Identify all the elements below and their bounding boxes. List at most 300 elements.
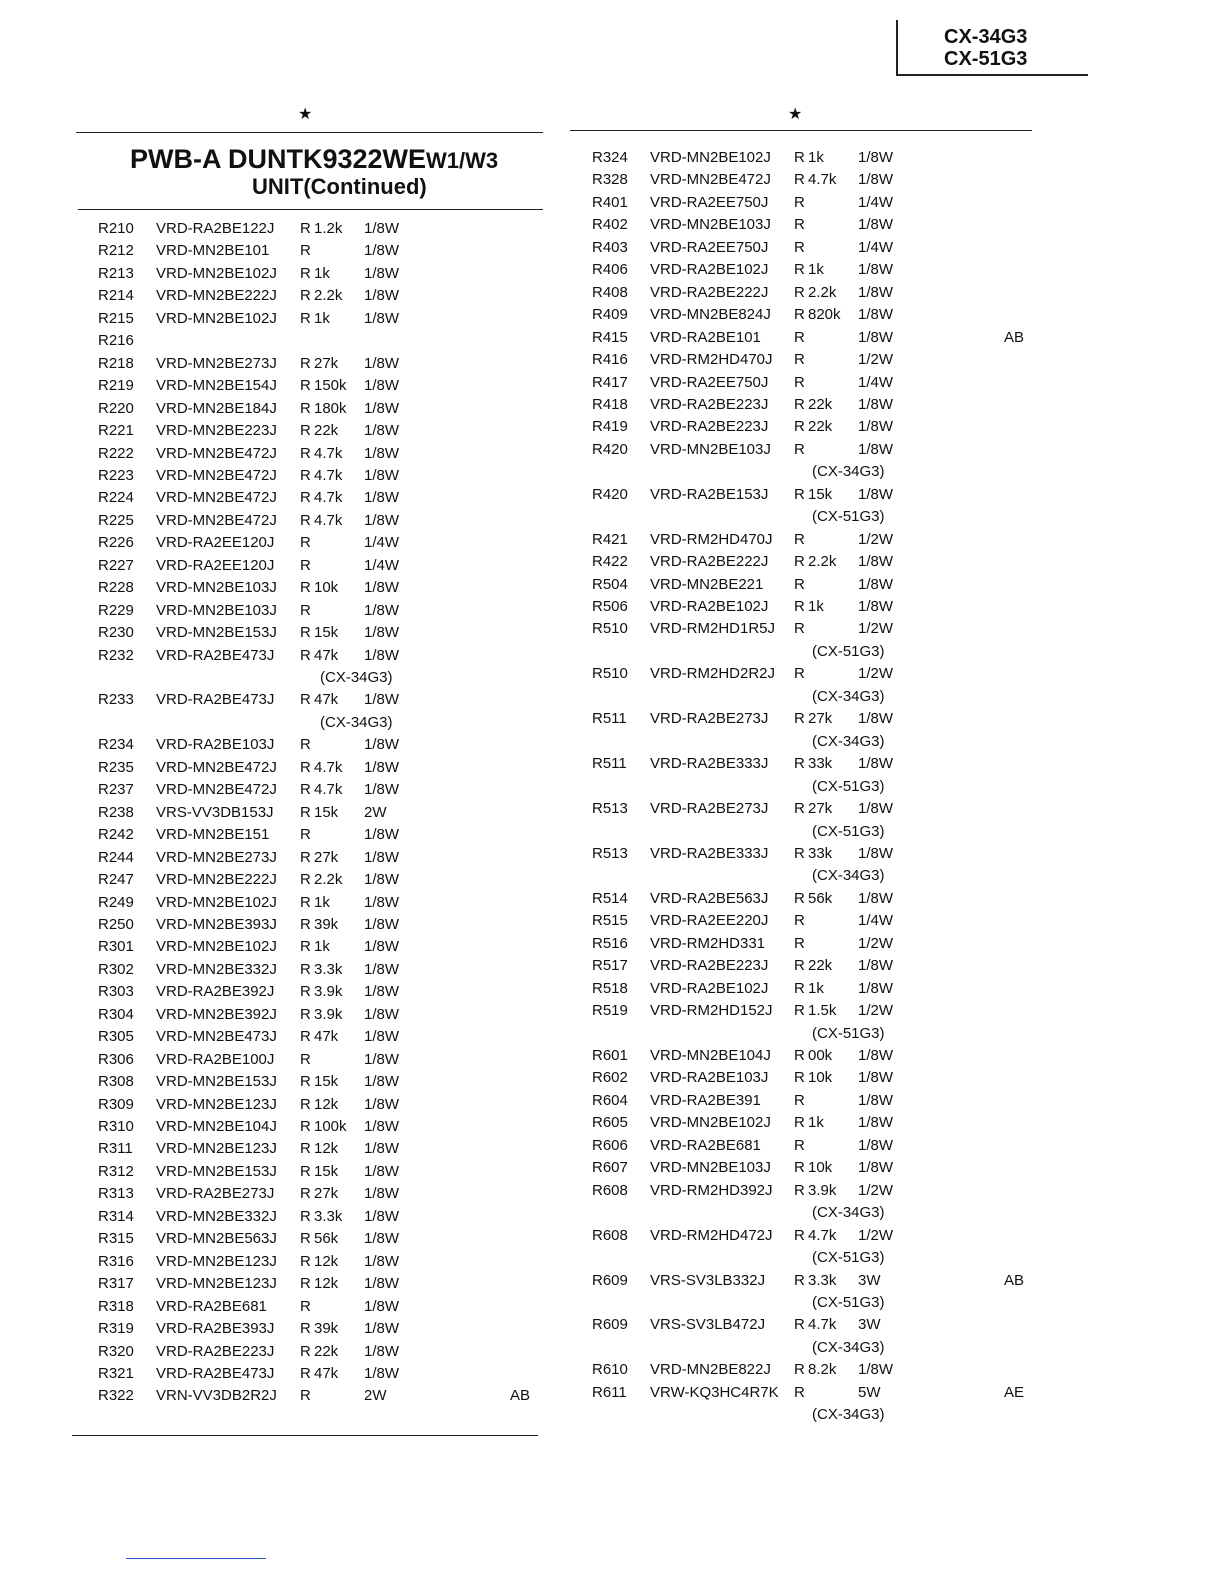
part-ref: R310 xyxy=(98,1118,134,1135)
part-value: 15k xyxy=(808,485,833,503)
part-number: VRD-MN2BE102J xyxy=(650,149,771,166)
part-ref: R249 xyxy=(98,893,134,911)
part-number: VRD-MN2BE184J xyxy=(156,399,277,417)
part-wattage: 1/8W xyxy=(364,871,400,889)
header-divider-horizontal xyxy=(896,74,1088,76)
header-divider-vertical xyxy=(896,20,898,76)
part-wattage: 1/8W xyxy=(858,800,894,818)
part-number: VRD-MN2BE273J xyxy=(156,848,277,866)
part-number: VRD-MN2BE472J xyxy=(156,466,277,484)
part-type: R xyxy=(300,736,311,754)
part-wattage: 1/4W xyxy=(858,193,894,211)
part-number: VRD-RA2BE100J xyxy=(156,1050,275,1068)
part-wattage: 1/8W xyxy=(364,489,400,507)
part-value: 1k xyxy=(808,979,824,997)
part-ref: R504 xyxy=(592,575,628,593)
part-ref: R608 xyxy=(592,1226,628,1244)
part-number: VRD-MN2BE563J xyxy=(156,1230,277,1248)
part-type: R xyxy=(300,624,311,642)
part-ref: R318 xyxy=(98,1297,134,1315)
part-ref: R604 xyxy=(592,1091,628,1109)
part-wattage: 1/8W xyxy=(364,601,400,619)
part-number: VRD-RA2BE333J xyxy=(650,755,769,773)
part-ref: R304 xyxy=(98,1005,134,1023)
model-note: (CX-34G3) xyxy=(812,732,885,750)
part-number: VRD-MN2BE103J xyxy=(650,1159,771,1177)
part-number: VRD-RA2EE750J xyxy=(650,238,769,256)
part-type: R xyxy=(794,1181,805,1199)
part-number: VRD-RA2BE392J xyxy=(156,983,275,1001)
part-type: R xyxy=(300,466,311,484)
part-ref: R230 xyxy=(98,624,134,642)
part-number: VRD-RM2HD2R2J xyxy=(650,665,776,683)
part-type: R xyxy=(300,1005,311,1023)
part-number: VRD-RA2BE273J xyxy=(650,800,769,818)
part-ref: R402 xyxy=(592,216,628,234)
part-number: VRD-MN2BE154J xyxy=(156,377,277,395)
part-type: R xyxy=(300,1185,311,1203)
part-wattage: 1/8W xyxy=(858,216,894,234)
part-ref: R226 xyxy=(98,534,134,552)
part-ref: R420 xyxy=(592,440,628,458)
part-ref: R510 xyxy=(592,620,628,638)
part-wattage: 1/8W xyxy=(364,444,400,462)
part-value: 00k xyxy=(808,1047,833,1064)
part-number: VRD-RA2BE103J xyxy=(650,1069,769,1087)
part-wattage: 1/8W xyxy=(858,485,894,503)
part-number: VRD-RA2BE223J xyxy=(650,395,769,413)
part-number: VRD-MN2BE273J xyxy=(156,354,277,372)
part-number: VRD-MN2BE102J xyxy=(156,264,277,282)
part-ref: R237 xyxy=(98,781,134,799)
part-wattage: 1/4W xyxy=(364,534,400,552)
part-type: R xyxy=(300,242,311,260)
part-value: 22k xyxy=(314,422,339,440)
part-type: R xyxy=(300,601,311,619)
part-type: R xyxy=(300,1320,311,1338)
part-number: VRD-MN2BE102J xyxy=(156,938,277,956)
part-ref: R517 xyxy=(592,957,628,975)
part-type: R xyxy=(300,1073,311,1091)
part-type: R xyxy=(794,530,805,548)
part-type: R xyxy=(794,328,805,346)
part-type: R xyxy=(794,261,805,279)
part-wattage: 1/8W xyxy=(364,220,400,237)
part-wattage: 1/8W xyxy=(364,781,400,799)
part-type: R xyxy=(794,1271,805,1289)
part-wattage: 1/8W xyxy=(364,1005,400,1023)
part-ref: R247 xyxy=(98,871,134,889)
part-value: 8.2k xyxy=(808,1361,837,1379)
part-number: VRD-RA2EE120J xyxy=(156,556,275,574)
part-type: R xyxy=(300,354,311,372)
part-wattage: 1/8W xyxy=(858,598,894,615)
part-type: R xyxy=(794,373,805,391)
part-number: VRD-MN2BE822J xyxy=(650,1361,771,1379)
part-value: 820k xyxy=(808,306,841,324)
part-wattage: 1/8W xyxy=(364,848,400,866)
part-number: VRD-MN2BE472J xyxy=(650,171,771,189)
part-value: 4.7k xyxy=(314,511,343,529)
part-number: VRD-MN2BE103J xyxy=(156,601,277,619)
part-wattage: 1/8W xyxy=(858,149,894,166)
part-wattage: 1/8W xyxy=(364,1140,400,1158)
part-type: R xyxy=(300,1297,311,1315)
model-note: (CX-34G3) xyxy=(812,463,885,481)
part-wattage: 1/8W xyxy=(858,328,894,346)
part-ref: R403 xyxy=(592,238,628,256)
part-ref: R301 xyxy=(98,938,134,956)
part-type: R xyxy=(794,553,805,571)
part-wattage: 1/8W xyxy=(858,957,894,975)
part-wattage: 1/8W xyxy=(364,309,400,327)
part-wattage: 1/8W xyxy=(364,826,400,844)
part-type: R xyxy=(794,598,805,615)
part-ref: R314 xyxy=(98,1207,134,1225)
model-note: (CX-51G3) xyxy=(812,642,885,660)
part-number: VRD-MN2BE824J xyxy=(650,306,771,324)
part-type: R xyxy=(300,871,311,889)
part-type: R xyxy=(794,934,805,952)
part-value: 1k xyxy=(808,149,824,166)
part-number: VRD-MN2BE332J xyxy=(156,960,277,978)
model-number-1: CX-34G3 xyxy=(944,26,1028,48)
part-ref: R210 xyxy=(98,220,134,237)
part-wattage: 1/8W xyxy=(364,1297,400,1315)
part-number: VRD-RA2BE473J xyxy=(156,691,275,709)
part-ref: R514 xyxy=(592,889,628,907)
part-wattage: 1/2W xyxy=(858,620,894,638)
part-ref: R218 xyxy=(98,354,134,372)
part-ref: R417 xyxy=(592,373,628,391)
part-value: 100k xyxy=(314,1118,347,1135)
part-wattage: 2W xyxy=(364,803,387,821)
rule-left-top xyxy=(76,132,543,133)
part-number: VRD-RA2BE223J xyxy=(650,957,769,975)
part-wattage: 1/8W xyxy=(364,960,400,978)
part-wattage: 1/8W xyxy=(364,1028,400,1046)
part-ref: R225 xyxy=(98,511,134,529)
part-wattage: 1/8W xyxy=(364,1050,400,1068)
part-value: 27k xyxy=(808,710,833,728)
part-value: 180k xyxy=(314,399,347,417)
model-numbers xyxy=(944,26,1027,70)
part-ref: R519 xyxy=(592,1002,628,1020)
part-type: R xyxy=(300,848,311,866)
part-value: 4.7k xyxy=(808,1316,837,1334)
part-ref: R222 xyxy=(98,444,134,462)
part-wattage: 1/8W xyxy=(364,466,400,484)
part-number: VRD-RA2EE750J xyxy=(650,373,769,391)
part-wattage: 1/8W xyxy=(364,893,400,911)
part-wattage: 1/8W xyxy=(858,395,894,413)
part-value: 4.7k xyxy=(808,171,837,189)
part-type: R xyxy=(794,1114,805,1132)
part-value: 39k xyxy=(314,1320,339,1338)
part-number: VRD-MN2BE472J xyxy=(156,781,277,799)
part-ref: R513 xyxy=(592,844,628,862)
model-note: (CX-51G3) xyxy=(812,1249,885,1267)
part-wattage: 1/8W xyxy=(858,553,894,571)
part-number: VRD-RM2HD470J xyxy=(650,351,773,369)
part-ref: R406 xyxy=(592,261,628,279)
part-wattage: 1/8W xyxy=(858,306,894,324)
part-wattage: 1/2W xyxy=(858,1226,894,1244)
part-ref: R228 xyxy=(98,579,134,597)
part-ref: R611 xyxy=(592,1383,627,1401)
part-value: 2.2k xyxy=(808,283,837,301)
part-number: VRD-RM2HD472J xyxy=(650,1226,773,1244)
part-value: 27k xyxy=(314,354,339,372)
part-value: 3.9k xyxy=(808,1181,837,1199)
part-type: R xyxy=(300,1140,311,1158)
part-type: R xyxy=(794,912,805,930)
part-type: R xyxy=(300,377,311,395)
part-wattage: 1/8W xyxy=(364,1185,400,1203)
part-ref: R313 xyxy=(98,1185,134,1203)
part-type: R xyxy=(300,1230,311,1248)
part-type: R xyxy=(300,489,311,507)
part-ref: R212 xyxy=(98,242,134,260)
part-type: R xyxy=(794,1383,805,1401)
page-title xyxy=(130,144,498,175)
part-ref: R607 xyxy=(592,1159,628,1177)
price-code: AB xyxy=(1004,328,1025,346)
part-value: 1.5k xyxy=(808,1002,837,1020)
part-type: R xyxy=(300,444,311,462)
part-ref: R320 xyxy=(98,1342,134,1360)
model-note: (CX-34G3) xyxy=(812,1204,885,1222)
part-type: R xyxy=(794,800,805,818)
part-number: VRD-MN2BE153J xyxy=(156,624,277,642)
part-number: VRD-MN2BE222J xyxy=(156,871,277,889)
part-number: VRD-RA2BE102J xyxy=(650,979,769,997)
part-type: R xyxy=(300,1050,311,1068)
part-wattage: 1/8W xyxy=(364,691,400,709)
part-wattage: 1/8W xyxy=(858,1361,894,1379)
part-number: VRS-VV3DB153J xyxy=(156,803,274,821)
part-wattage: 1/8W xyxy=(364,1252,400,1270)
rule-left-bottom xyxy=(72,1435,538,1436)
part-ref: R238 xyxy=(98,803,134,821)
part-type: R xyxy=(300,758,311,776)
part-wattage: 1/8W xyxy=(364,242,400,260)
part-wattage: 1/8W xyxy=(364,1118,400,1135)
part-number: VRD-MN2BE103J xyxy=(156,579,277,597)
part-wattage: 1/8W xyxy=(858,418,894,436)
part-value: 10k xyxy=(808,1069,833,1087)
part-ref: R317 xyxy=(98,1275,134,1293)
part-ref: R510 xyxy=(592,665,628,683)
part-wattage: 1/8W xyxy=(858,1069,894,1087)
part-number: VRD-RA2BE103J xyxy=(156,736,275,754)
part-number: VRD-MN2BE123J xyxy=(156,1275,277,1293)
part-ref: R242 xyxy=(98,826,134,844)
part-wattage: 3W xyxy=(858,1316,881,1334)
part-value: 47k xyxy=(314,691,339,709)
part-wattage: 1/8W xyxy=(858,440,894,458)
rule-right-top xyxy=(570,130,1032,131)
part-value: 22k xyxy=(808,395,833,413)
part-wattage: 1/8W xyxy=(364,377,400,395)
part-value: 47k xyxy=(314,1364,339,1382)
part-value: 1k xyxy=(808,1114,824,1132)
part-number: VRD-RA2BE473J xyxy=(156,1364,275,1382)
part-wattage: 1/4W xyxy=(858,238,894,256)
part-ref: R610 xyxy=(592,1361,628,1379)
part-number: VRD-MN2BE123J xyxy=(156,1140,277,1158)
part-ref: R309 xyxy=(98,1095,134,1113)
part-ref: R511 xyxy=(592,755,627,773)
part-wattage: 1/8W xyxy=(858,1114,894,1132)
part-ref: R608 xyxy=(592,1181,628,1199)
part-wattage: 1/8W xyxy=(364,1320,400,1338)
part-type: R xyxy=(300,399,311,417)
part-wattage: 1/8W xyxy=(364,646,400,664)
part-type: R xyxy=(300,511,311,529)
part-number: VRD-RA2BE333J xyxy=(650,844,769,862)
model-note: (CX-34G3) xyxy=(812,1406,885,1424)
part-number: VRD-RM2HD392J xyxy=(650,1181,773,1199)
part-ref: R506 xyxy=(592,598,628,615)
part-type: R xyxy=(794,418,805,436)
part-wattage: 1/8W xyxy=(364,758,400,776)
part-value: 3.3k xyxy=(314,960,343,978)
part-value: 4.7k xyxy=(808,1226,837,1244)
part-number: VRS-SV3LB332J xyxy=(650,1271,766,1289)
part-type: R xyxy=(300,983,311,1001)
part-type: R xyxy=(794,149,805,166)
part-wattage: 1/8W xyxy=(858,755,894,773)
part-number: VRD-RA2BE273J xyxy=(650,710,769,728)
part-type: R xyxy=(794,957,805,975)
part-value: 4.7k xyxy=(314,444,343,462)
part-type: R xyxy=(300,1342,311,1360)
part-ref: R244 xyxy=(98,848,134,866)
page-title-suffix: W1/W3 xyxy=(426,148,499,173)
part-ref: R224 xyxy=(98,489,134,507)
part-ref: R420 xyxy=(592,485,628,503)
page-subtitle: UNIT(Continued) xyxy=(252,174,427,199)
part-ref: R609 xyxy=(592,1271,628,1289)
part-number: VRS-SV3LB472J xyxy=(650,1316,766,1334)
part-type: R xyxy=(794,620,805,638)
part-type: R xyxy=(300,803,311,821)
part-wattage: 1/8W xyxy=(858,1047,894,1064)
model-note: (CX-51G3) xyxy=(812,777,885,795)
part-type: R xyxy=(794,889,805,907)
part-number: VRD-MN2BE472J xyxy=(156,444,277,462)
part-ref: R308 xyxy=(98,1073,134,1091)
part-ref: R227 xyxy=(98,556,134,574)
part-type: R xyxy=(300,309,311,327)
part-value: 1k xyxy=(314,309,330,327)
part-number: VRD-RA2EE750J xyxy=(650,193,769,211)
part-ref: R229 xyxy=(98,601,134,619)
part-type: R xyxy=(300,646,311,664)
part-number: VRD-RA2BE222J xyxy=(650,553,769,571)
part-number: VRD-MN2BE151 xyxy=(156,826,270,844)
part-value: 15k xyxy=(314,1162,339,1180)
part-wattage: 1/8W xyxy=(858,844,894,862)
part-number: VRN-VV3DB2R2J xyxy=(156,1387,277,1405)
part-value: 12k xyxy=(314,1275,339,1293)
part-ref: R233 xyxy=(98,691,134,709)
part-value: 39k xyxy=(314,915,339,933)
page-title-main: PWB-A DUNTK9322WE xyxy=(130,144,427,174)
part-number: VRD-RA2BE473J xyxy=(156,646,275,664)
part-value: 12k xyxy=(314,1095,339,1113)
part-value: 33k xyxy=(808,844,833,862)
part-wattage: 1/8W xyxy=(858,171,894,189)
part-number: VRD-RA2BE681 xyxy=(156,1297,267,1315)
part-ref: R324 xyxy=(592,149,628,166)
part-type: R xyxy=(300,960,311,978)
part-ref: R250 xyxy=(98,915,134,933)
part-number: VRD-MN2BE123J xyxy=(156,1252,277,1270)
part-number: VRD-MN2BE153J xyxy=(156,1073,277,1091)
part-wattage: 1/8W xyxy=(364,624,400,642)
part-wattage: 1/8W xyxy=(364,354,400,372)
part-type: R xyxy=(794,440,805,458)
part-number: VRD-MN2BE103J xyxy=(650,216,771,234)
part-number: VRD-MN2BE153J xyxy=(156,1162,277,1180)
part-wattage: 1/8W xyxy=(364,1230,400,1248)
part-ref: R419 xyxy=(592,418,628,436)
part-number: VRD-RA2BE391 xyxy=(650,1091,761,1109)
part-number: VRW-KQ3HC4R7K xyxy=(650,1383,779,1401)
part-ref: R401 xyxy=(592,193,628,211)
part-wattage: 1/8W xyxy=(364,915,400,933)
part-wattage: 3W xyxy=(858,1271,881,1289)
part-type: R xyxy=(300,1162,311,1180)
part-ref: R605 xyxy=(592,1114,628,1132)
part-number: VRD-RA2BE102J xyxy=(650,261,769,279)
part-wattage: 1/4W xyxy=(858,912,894,930)
part-number: VRD-MN2BE223J xyxy=(156,422,277,440)
part-number: VRD-RA2BE223J xyxy=(156,1342,275,1360)
part-value: 47k xyxy=(314,646,339,664)
part-wattage: 1/8W xyxy=(858,1136,894,1154)
part-wattage: 1/2W xyxy=(858,934,894,952)
model-note: (CX-34G3) xyxy=(812,687,885,705)
part-type: R xyxy=(794,755,805,773)
part-type: R xyxy=(300,781,311,799)
part-type: R xyxy=(300,534,311,552)
model-note: (CX-51G3) xyxy=(812,1293,885,1311)
part-type: R xyxy=(794,1091,805,1109)
part-value: 56k xyxy=(808,889,833,907)
model-number-2: CX-51G3 xyxy=(944,48,1028,70)
part-value: 4.7k xyxy=(314,489,343,507)
part-ref: R213 xyxy=(98,264,134,282)
part-value: 1.2k xyxy=(314,220,343,237)
part-type: R xyxy=(300,422,311,440)
part-number: VRD-RA2BE222J xyxy=(650,283,769,301)
part-type: R xyxy=(794,306,805,324)
part-type: R xyxy=(794,1069,805,1087)
part-ref: R422 xyxy=(592,553,628,571)
part-number: VRD-MN2BE392J xyxy=(156,1005,277,1023)
part-value: 1k xyxy=(314,893,330,911)
part-type: R xyxy=(794,238,805,256)
part-wattage: 1/8W xyxy=(364,1275,400,1293)
part-ref: R321 xyxy=(98,1364,134,1382)
part-type: R xyxy=(794,283,805,301)
part-type: R xyxy=(300,893,311,911)
part-wattage: 1/2W xyxy=(858,665,894,683)
part-number: VRD-RA2BE102J xyxy=(650,598,769,615)
